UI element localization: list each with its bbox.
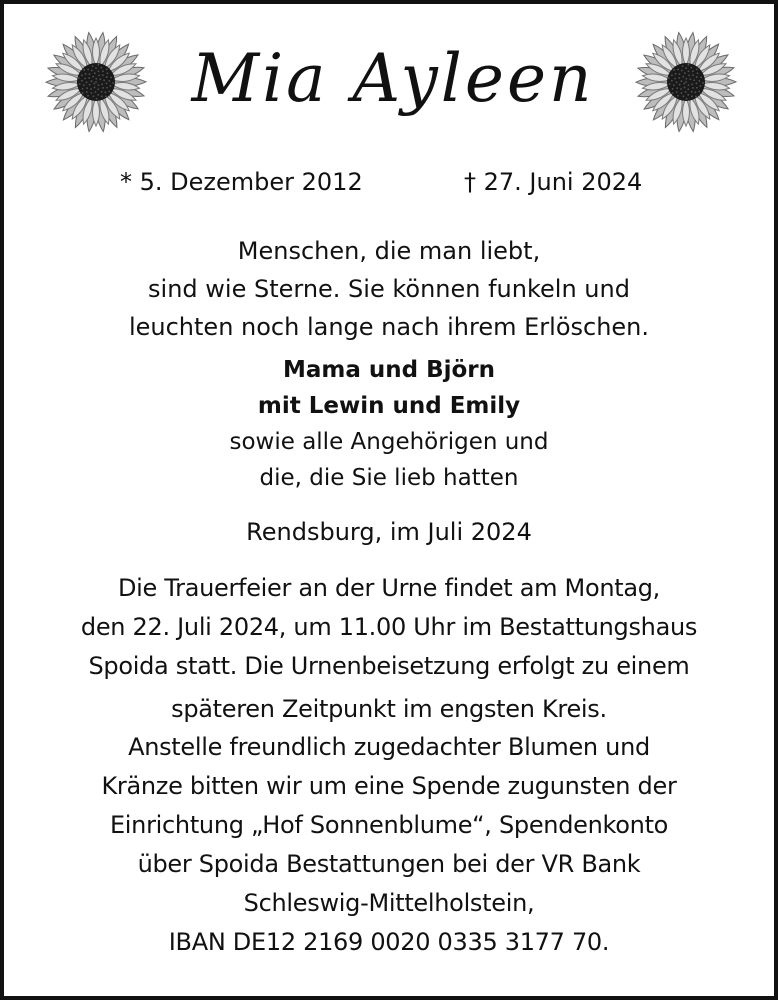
mourner-line: sowie alle Angehörigen und bbox=[229, 429, 549, 455]
funeral-info bbox=[4, 569, 774, 729]
donation-line: Einrichtung „Hof Sonnenblume“, Spendenkonto bbox=[109, 811, 669, 839]
donation-line: über Spoida Bestattungen bei der VR Bank bbox=[137, 850, 641, 878]
donation-line: Kränze bitten wir um eine Spende zugunsten der bbox=[101, 772, 677, 800]
sunflower-icon bbox=[44, 30, 148, 134]
life-dates bbox=[4, 164, 774, 200]
birth-date: * 5. Dezember 2012 bbox=[120, 168, 363, 196]
sunflower-icon bbox=[634, 30, 738, 134]
quote-line: leuchten noch lange nach ihrem Erlöschen. bbox=[128, 313, 650, 341]
place-date: Rendsburg, im Juli 2024 bbox=[246, 518, 532, 546]
funeral-line: späteren Zeitpunkt im engsten Kreis. bbox=[171, 695, 607, 723]
mourner-line: die, die Sie lieb hatten bbox=[259, 465, 519, 491]
deceased-name: Mia Ayleen bbox=[191, 40, 595, 117]
donation-line: Schleswig-Mittelholstein, bbox=[243, 889, 535, 917]
death-date: † 27. Juni 2024 bbox=[464, 168, 643, 196]
funeral-line: den 22. Juli 2024, um 11.00 Uhr im Bestattungshaus bbox=[80, 613, 698, 641]
mourner-line: mit Lewin und Emily bbox=[257, 393, 521, 419]
funeral-line: Die Trauerfeier an der Urne findet am Montag, bbox=[117, 574, 661, 602]
quote-line: sind wie Sterne. Sie können funkeln und bbox=[148, 275, 630, 303]
quote-line: Menschen, die man liebt, bbox=[237, 237, 541, 265]
donation-info bbox=[4, 728, 774, 962]
funeral-line: Spoida statt. Die Urnenbeisetzung erfolgt zu einem bbox=[88, 652, 690, 680]
donation-line: Anstelle freundlich zugedachter Blumen und bbox=[128, 733, 650, 761]
mourner-line: Mama und Björn bbox=[282, 357, 496, 383]
memorial-quote bbox=[4, 232, 774, 346]
iban-line: IBAN DE12 2169 0020 0335 3177 70. bbox=[168, 928, 610, 956]
mourners-list bbox=[4, 352, 774, 496]
